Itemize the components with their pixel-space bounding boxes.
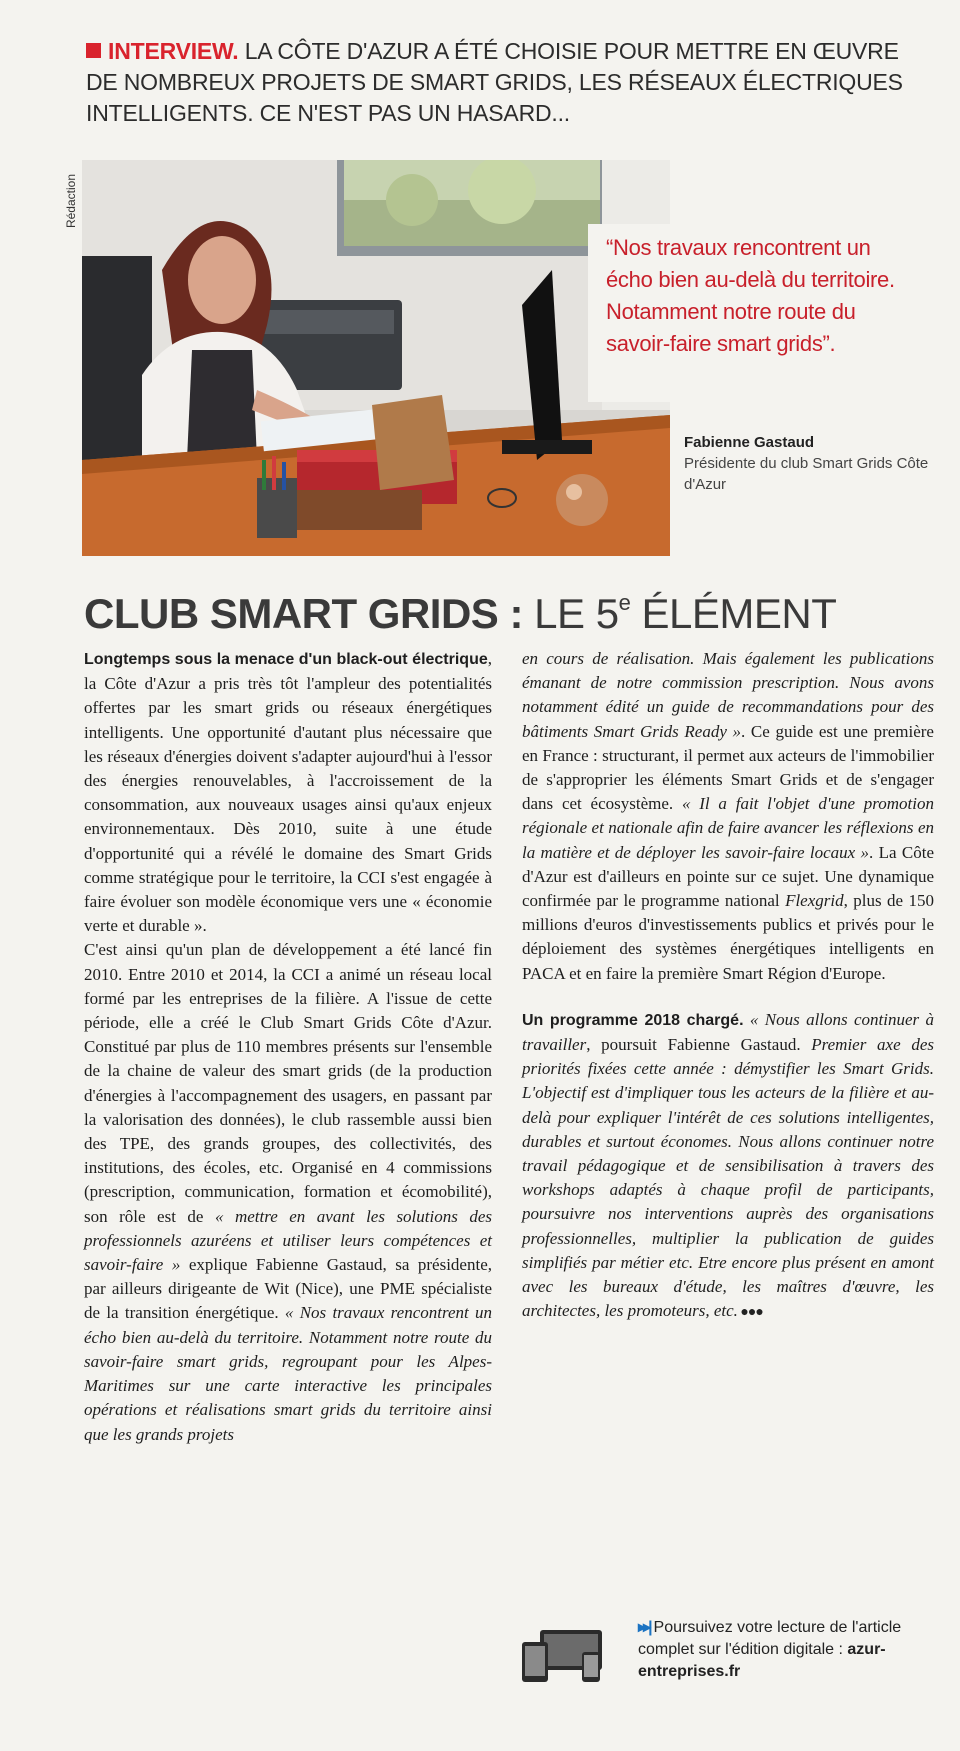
lead-in-2: Un programme 2018 chargé. xyxy=(522,1011,744,1029)
headline-bold: CLUB SMART GRIDS : xyxy=(84,590,523,637)
interview-photo xyxy=(82,160,670,556)
paragraph-2-quote-d: « Nos travaux rencontrent un écho bien au-delà du territoire. Notamment notre route du savoir-faire smart grids, regroupant pour les Alpes-Maritimes sur une carte interactive les principales opérations et réalisations smart grids du territoire ainsi que les grands projets xyxy=(84,1303,493,1444)
quote-attribution xyxy=(684,432,934,495)
lead-in-1: Longtemps sous la menace d'un black-out électrique xyxy=(84,651,488,668)
interview-label: INTERVIEW. xyxy=(108,38,239,64)
devices-icon xyxy=(522,1626,608,1686)
kicker-text: LA CÔTE D'AZUR A ÉTÉ CHOISIE POUR METTRE EN ŒUVRE DE NOMBREUX PROJETS DE SMART GRIDS, LES RÉSEAUX ÉLECTRIQUES INTELLIGENTS. CE N'EST PAS UN HASARD... xyxy=(86,38,903,126)
paragraph-3-text-d: . La Côte d'Azur est d'ailleurs en pointe sur ce sujet. Une dynamique confirmée par le programme national xyxy=(522,842,934,911)
person-role: Présidente du club Smart Grids Côte d'Azur xyxy=(684,455,929,493)
photo-credit xyxy=(62,162,78,242)
paragraph-4 xyxy=(522,1008,934,1326)
paragraph-3-quote-a: en cours de réalisation. Mais également les publications émanant de notre commission prescription. Nous avons notamment édité un guide de recommandations pour des bâtiments Smart Grids Ready » xyxy=(522,649,934,741)
article-column-2 xyxy=(522,647,934,1325)
paragraph-2-quote-b: « mettre en avant les solutions des professionnels azuréens et utiliser leurs compétences et savoir-faire » xyxy=(84,1206,492,1275)
paragraph-1 xyxy=(84,647,492,938)
article-column-1 xyxy=(84,647,492,1447)
headline-light-post: ÉLÉMENT xyxy=(630,590,837,637)
paragraph-2-text-c: explique Fabienne Gastaud, sa présidente, par ailleurs dirigeante de Wit (Nice), une PME spécialiste de la transition énergétique. xyxy=(84,1255,492,1323)
paragraph-1-text: , la Côte d'Azur a pris très tôt l'ampleur des potentialités offertes par les smart grids ou réseaux énergétiques intelligents. Une opportunité d'autant plus nécessaire que les réseaux d'énergies doivent s'adapter aujourd'hui à l'essor des énergies renouvelables, à l'accroissement de la consommation, aux nouveaux usages ainsi qu'aux enjeux environnementaux. Dès 2010, suite à une étude d'opportunité qui a révélé le domaine des Smart Grids comme stratégique pour le territoire, la CCI s'est engagée à faire évoluer son modèle économique vers une « économie verte et durable ». xyxy=(84,649,492,936)
headline-light-pre: LE 5 xyxy=(534,590,619,637)
headline-sup: e xyxy=(618,590,631,615)
paragraph-3-flexgrid: Flexgrid xyxy=(785,891,844,911)
promo-text: Poursuivez votre lecture de l'article complet sur l'édition digitale : xyxy=(638,1619,902,1658)
paragraph-3 xyxy=(522,647,934,986)
paragraph-4-quote-a: « Nous allons continuer à travailler xyxy=(522,1009,934,1055)
forward-arrow-icon: ▸▸| xyxy=(638,1619,650,1636)
digital-edition-promo xyxy=(638,1617,938,1683)
interview-kicker xyxy=(86,36,916,129)
end-mark-icon: ●●● xyxy=(737,1305,763,1321)
pull-quote: “Nos travaux rencontrent un écho bien au-delà du territoire. Notamment notre route du savoir-faire smart grids”. xyxy=(606,235,895,356)
photo-credit-text: Rédaction xyxy=(64,173,78,229)
paragraph-2-text-a: C'est ainsi qu'un plan de développement a été lancé fin 2010. Entre 2010 et 2014, la CCI a animé un réseau local formé par les entreprises de la filière. A l'issue de cette période, elle a créé le Club Smart Grids Côte d'Azur. Constitué par plus de 110 membres présents sur l'ensemble de la chaine de valeur des smart grids (de la production d'énergies à l'accompagnement des usagers, en passant par la valorisation des données), le club rassemble aussi bien des TPE, des grands groupes, des collectivités, des institutions, des écoles, etc. Organisé en 4 commissions (prescription, communication, formation et écomobilité), son rôle est de xyxy=(84,940,492,1226)
paragraph-4-quote-c: Premier axe des priorités fixées cette année : démystifier les Smart Grids. L'objectif est d'impliquer tous les acteurs de la filière et au-delà pour expliquer l'intérêt de ces solutions intelligentes, durables et surtout économes. Nous allons continuer notre travail pédagogique et de sensibilisation à travers des workshops adaptés à chaque profil de participants, poursuivre nos interventions auprès des organisations professionnelles, multiplier la publication de guides simplifiés par métier etc. Etre encore plus présent en amont avec les bureaux d'étude, les maîtres d'œuvre, les architectes, les promoteurs, etc. xyxy=(522,1035,934,1321)
person-name: Fabienne Gastaud xyxy=(684,434,815,451)
paragraph-3-quote-c: « Il a fait l'objet d'une promotion régionale et nationale afin de faire avancer les réflexions en la matière et de déployer les savoir-faire locaux » xyxy=(522,794,935,862)
paragraph-3-text-b: . Ce guide est une première en France : structurant, il permet aux acteurs de l'immobilier de s'approprier les éléments Smart Grids et de s'engager dans cet écosystème. xyxy=(522,721,934,814)
paragraph-4-text-b: , poursuit Fabienne Gastaud. xyxy=(586,1035,812,1055)
paragraph-3-text-f: , plus de 150 millions d'euros d'investissements publics et privés pour le déploiement des systèmes énergétiques intelligents en PACA et en faire la première Smart Région d'Europe. xyxy=(522,891,935,983)
website-link[interactable]: azur-entreprises.fr xyxy=(638,1641,886,1680)
red-square-icon xyxy=(86,43,101,58)
article-headline xyxy=(84,578,924,639)
paragraph-gap xyxy=(522,986,934,1008)
paragraph-2 xyxy=(84,938,492,1446)
